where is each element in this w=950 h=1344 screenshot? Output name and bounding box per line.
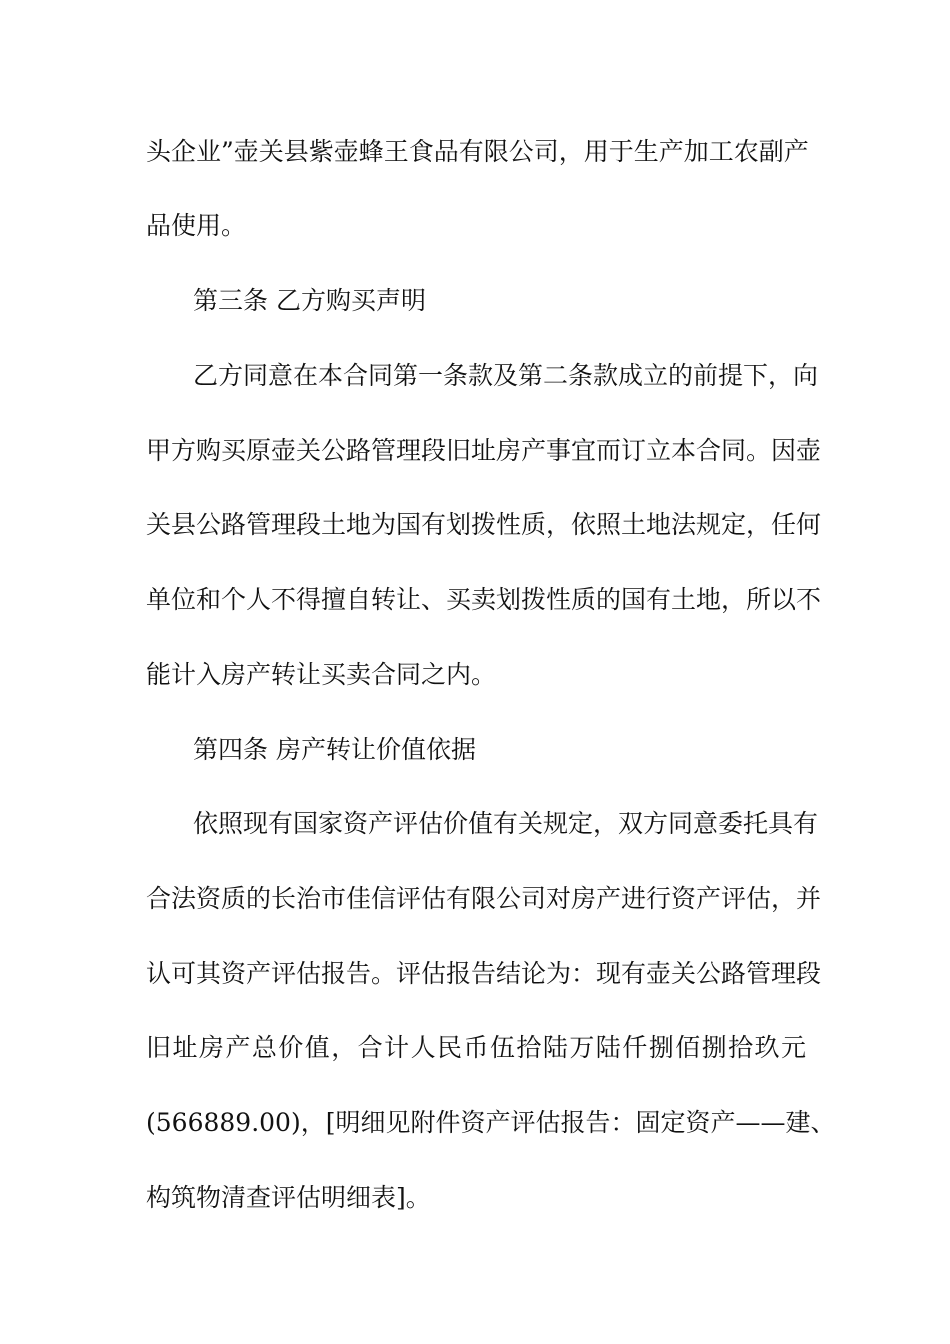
text-line-6: 关县公路管理段土地为国有划拨性质，依照土地法规定，任何 [146, 510, 822, 539]
text-line-13: 旧址房产总价值，合计人民币伍拾陆万陆仟捌佰捌拾玖元 [146, 1033, 806, 1062]
text-line-15: 构筑物清查评估明细表]。 [146, 1183, 431, 1212]
article-3-heading: 第三条 乙方购买声明 [193, 286, 426, 315]
text-line-7: 单位和个人不得擅自转让、买卖划拨性质的国有土地，所以不 [146, 585, 822, 614]
text-line-8: 能计入房产转让买卖合同之内。 [146, 660, 497, 689]
text-line-1: 头企业”壶关县紫壶蜂王食品有限公司，用于生产加工农副产 [146, 137, 809, 166]
text-line-14: (566889.00)，[明细见附件资产评估报告：固定资产——建、 [146, 1108, 836, 1137]
text-line-11: 合法资质的长治市佳信评估有限公司对房产进行资产评估，并 [146, 884, 822, 913]
text-line-10: 依照现有国家资产评估价值有关规定，双方同意委托具有 [193, 809, 819, 838]
text-line-12: 认可其资产评估报告。评估报告结论为：现有壶关公路管理段 [146, 959, 822, 988]
text-line-2: 品使用。 [146, 211, 247, 240]
text-line-5: 甲方购买原壶关公路管理段旧址房产事宜而订立本合同。因壶 [146, 436, 822, 465]
article-4-heading: 第四条 房产转让价值依据 [193, 735, 476, 764]
text-line-4: 乙方同意在本合同第一条款及第二条款成立的前提下，向 [193, 361, 819, 390]
